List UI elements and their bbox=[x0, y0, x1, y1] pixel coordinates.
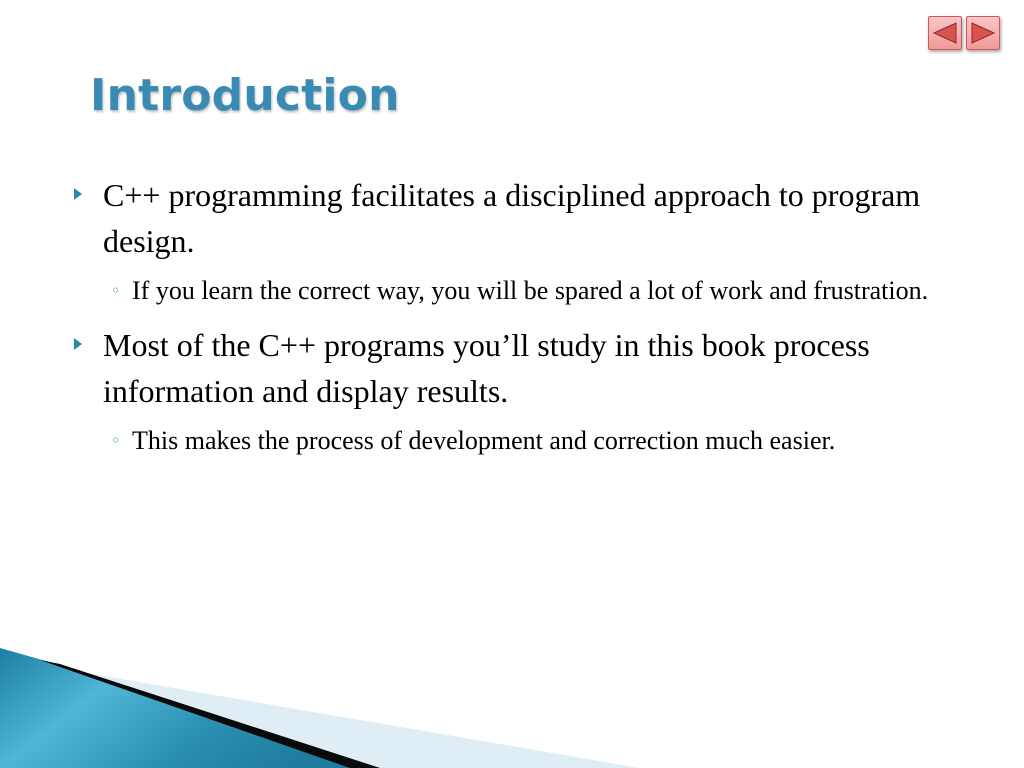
circle-bullet-icon: ◦ bbox=[111, 431, 121, 450]
sub-bullet-text: This makes the process of development and correction much easier. bbox=[132, 426, 836, 455]
bullet-text: C++ programming facilitates a disciplined approach to program design. bbox=[103, 177, 921, 259]
circle-bullet-icon: ◦ bbox=[111, 281, 121, 300]
bullet-text: Most of the C++ programs you’ll study in this book process information and display results. bbox=[103, 327, 870, 409]
sub-bullet-text: If you learn the correct way, you will be spared a lot of work and frustration. bbox=[132, 276, 929, 305]
slide-title: Introduction bbox=[90, 70, 400, 121]
